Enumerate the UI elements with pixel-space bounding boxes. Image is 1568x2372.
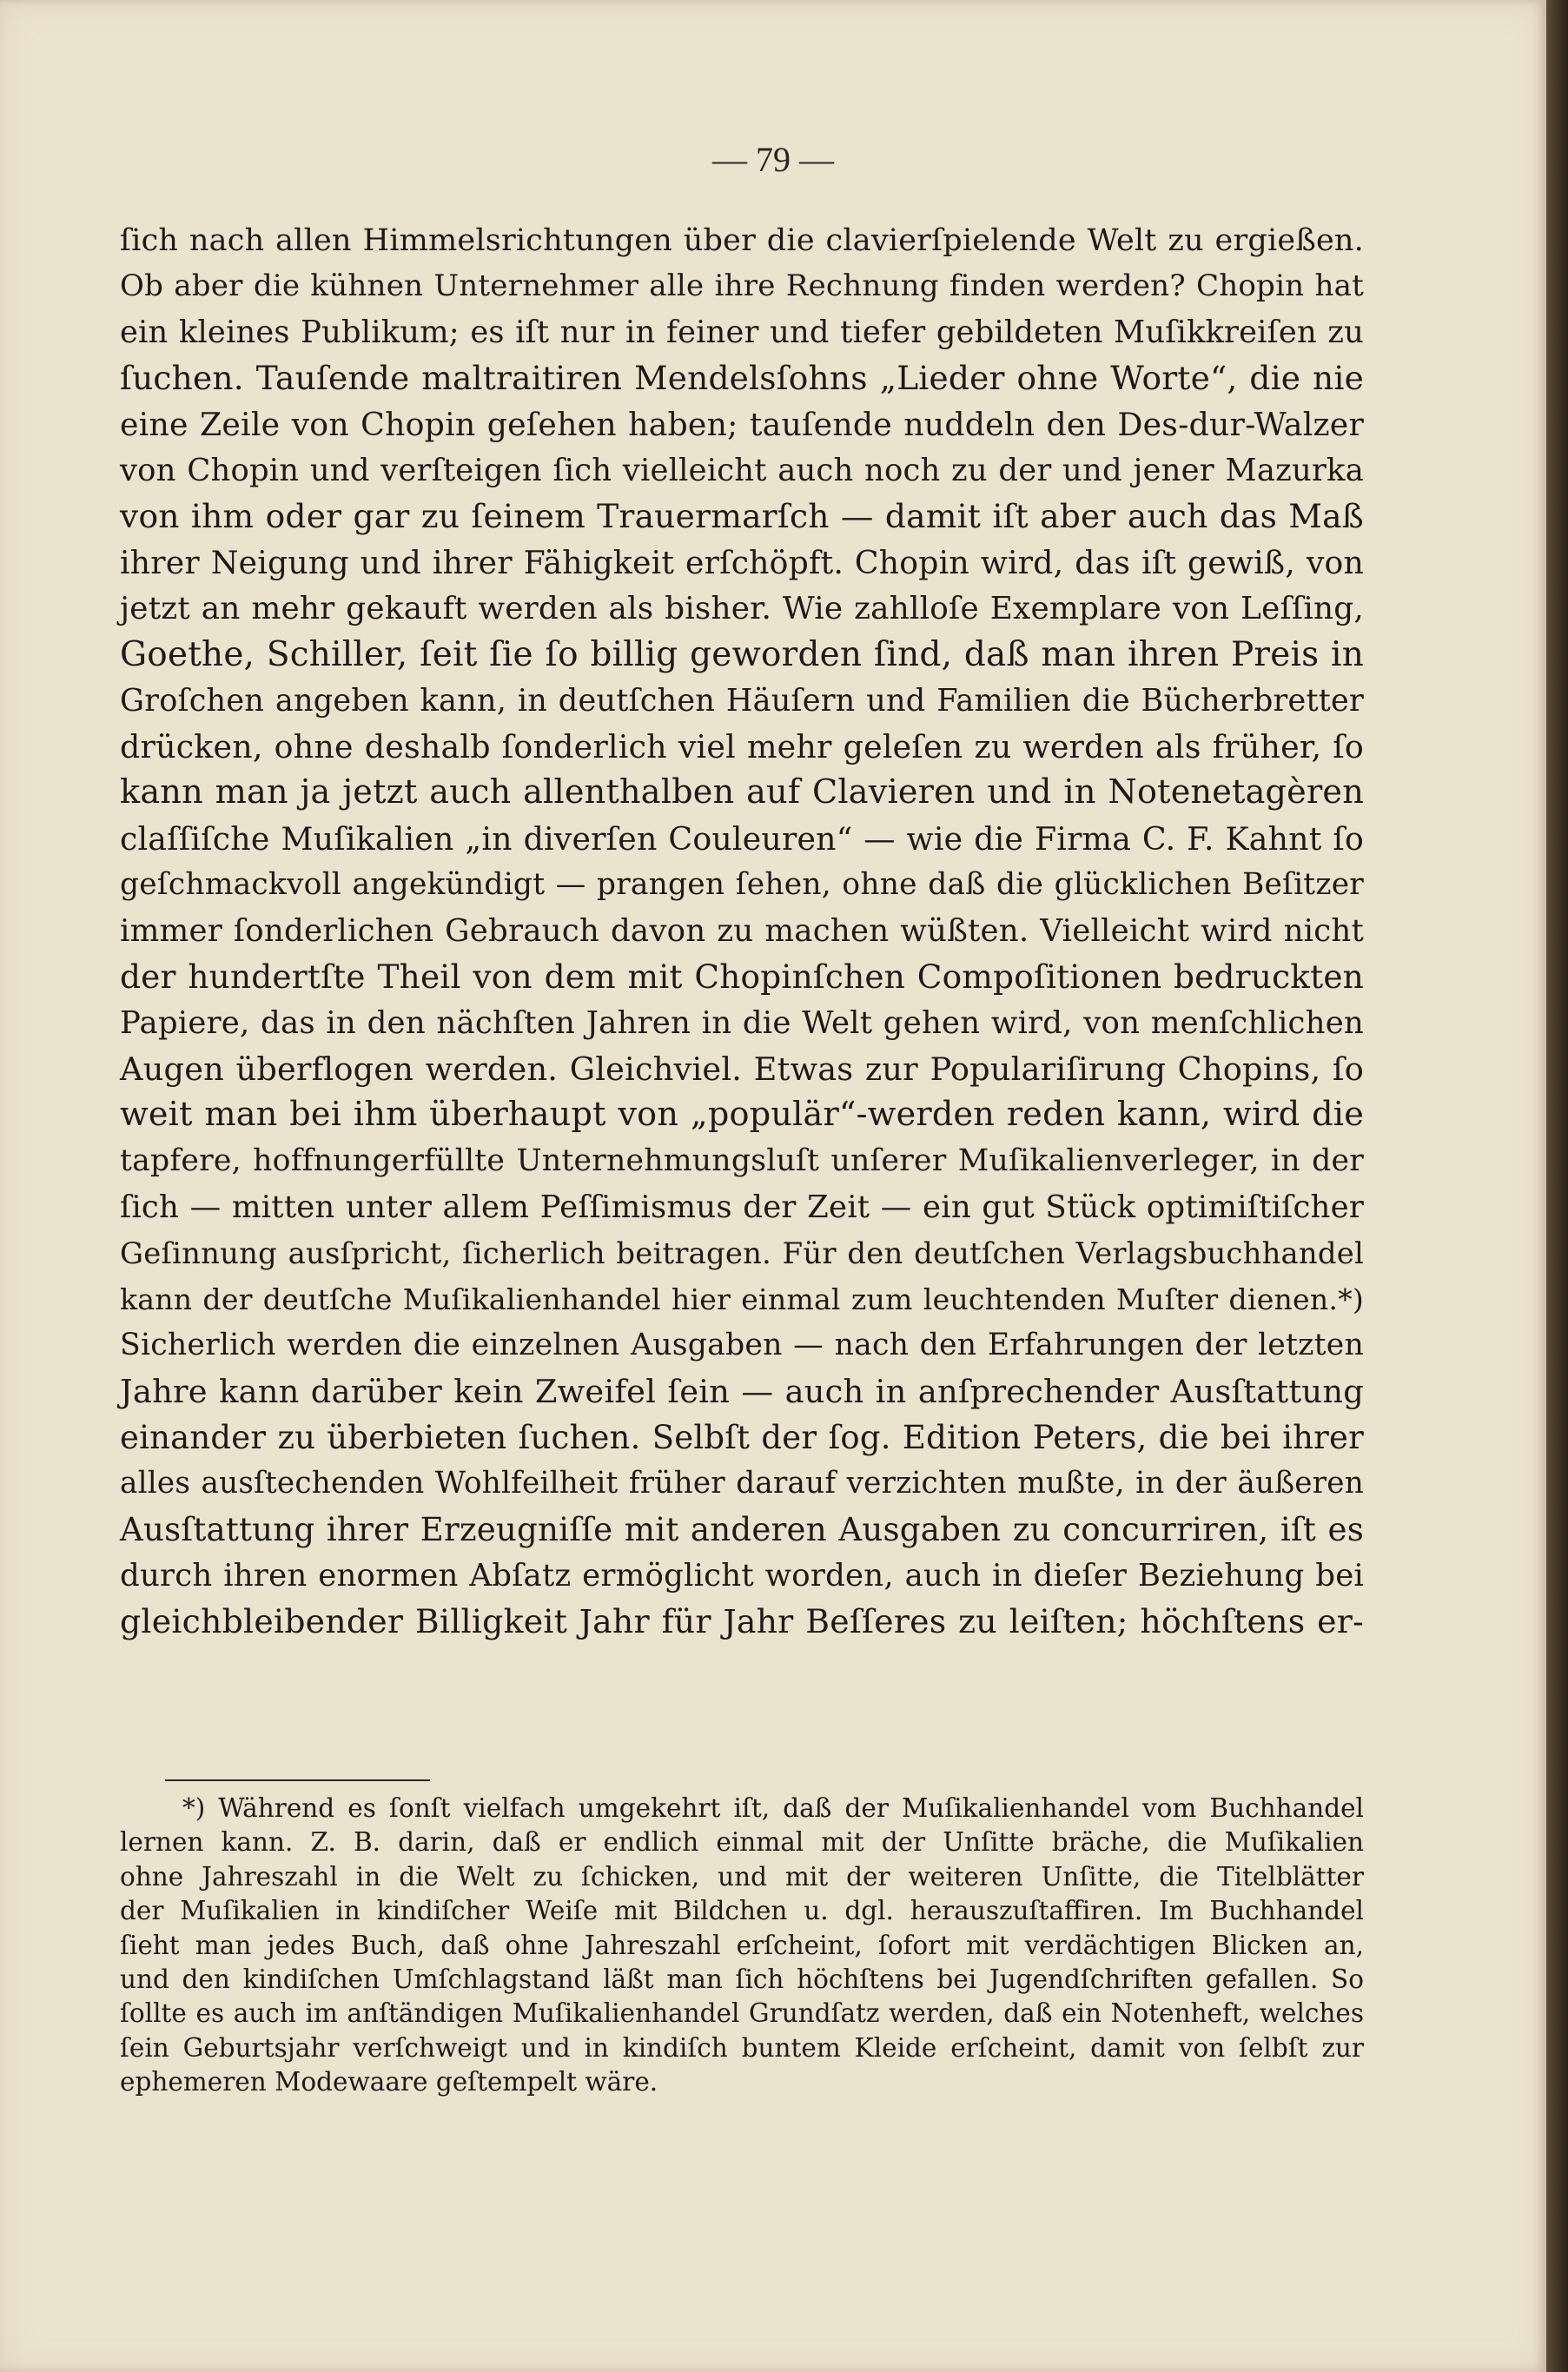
footnote-line: *) Während es ſonſt vielfach umgekehrt iſt, daß der Muſikalienhandel vom Buchhandel	[182, 1793, 1364, 1823]
body-line: weit man bei ihm überhaupt von „populär“-werden reden kann, wird die	[120, 1096, 1364, 1134]
footnote-line: ſollte es auch im anſtändigen Muſikalienhandel Grundſatz werden, daß ein Notenheft, welches	[120, 1998, 1364, 2029]
footnote-line: ſein Geburtsjahr verſchweigt und in kindiſch buntem Kleide erſcheint, damit von ſelbſt zur	[120, 2032, 1364, 2063]
body-line: claſſiſche Muſikalien „in diverſen Couleuren“ — wie die Firma C. F. Kahnt ſo	[120, 820, 1364, 858]
body-text	[120, 217, 1364, 1645]
body-line: Groſchen angeben kann, in deutſchen Häuſern und Familien die Bücherbretter	[120, 683, 1364, 719]
page-number: — 79 —	[712, 140, 834, 179]
footnote-line: ephemeren Modewaare geſtempelt wäre.	[120, 2067, 658, 2097]
body-line: tapfere, hoffnungerfüllte Unternehmungsluſt unſerer Muſikalienverleger, in der	[120, 1143, 1364, 1178]
footnote	[120, 1792, 1364, 2100]
footnote-line: ſieht man jedes Buch, daß ohne Jahreszahl erſcheint, ſofort mit verdächtigen Blicken an,	[120, 1930, 1364, 1960]
footnote-line: und den kindiſchen Umſchlagstand läßt man ſich höchſtens bei Jugendſchriften gefallen. So	[120, 1964, 1364, 1994]
body-line: von ihm oder gar zu ſeinem Trauermarſch — damit iſt aber auch das Maß	[120, 497, 1364, 535]
body-line: einander zu überbieten ſuchen. Selbſt der ſog. Edition Peters, die bei ihrer	[120, 1419, 1364, 1456]
body-line: Ausſtattung ihrer Erzeugniſſe mit anderen Ausgaben zu concurriren, iſt es	[120, 1511, 1364, 1548]
footnote-divider	[165, 1779, 430, 1781]
body-line: von Chopin und verſteigen ſich vielleicht auch noch zu der und jener Mazurka	[120, 453, 1364, 488]
body-line: Papiere, das in den nächſten Jahren in die Welt gehen wird, von menſchlichen	[120, 1005, 1364, 1041]
body-line: eine Zeile von Chopin geſehen haben; tauſende nuddeln den Des-dur-Walzer	[120, 406, 1364, 443]
body-line: ſich — mitten unter allem Peſſimismus der Zeit — ein gut Stück optimiſtiſcher	[120, 1189, 1364, 1225]
body-line: geſchmackvoll angekündigt — prangen ſehen, ohne daß die glücklichen Beſitzer	[120, 867, 1364, 902]
body-line: ſich nach allen Himmelsrichtungen über die clavierſpielende Welt zu ergießen.	[120, 222, 1364, 258]
footnote-line: lernen kann. Z. B. darin, daß er endlich einmal mit der Unſitte bräche, die Muſikalien	[120, 1827, 1364, 1858]
body-line: Sicherlich werden die einzelnen Ausgaben — nach den Erfahrungen der letzten	[120, 1328, 1364, 1362]
body-line: Augen überflogen werden. Gleichviel. Etwas zur Populariſirung Chopins, ſo	[120, 1050, 1364, 1088]
page-edge	[1546, 0, 1568, 2372]
body-line: Ob aber die kühnen Unternehmer alle ihre Rechnung finden werden? Chopin hat	[120, 268, 1364, 303]
body-line: drücken, ohne deshalb ſonderlich viel mehr geleſen zu werden als früher, ſo	[120, 728, 1364, 765]
body-line: kann man ja jetzt auch allenthalben auf Clavieren und in Notenetagèren	[120, 773, 1364, 812]
body-line: Goethe, Schiller, ſeit ſie ſo billig geworden ſind, daß man ihren Preis in	[120, 635, 1364, 674]
body-line: jetzt an mehr gekauft werden als bisher. Wie zahlloſe Exemplare von Leſſing,	[120, 591, 1364, 626]
body-line: immer ſonderlichen Gebrauch davon zu machen wüßten. Vielleicht wird nicht	[120, 913, 1364, 949]
body-line: ein kleines Publikum; es iſt nur in feiner und tiefer gebildeten Muſikkreiſen zu	[120, 315, 1364, 350]
body-line: Jahre kann darüber kein Zweifel ſein — auch in anſprechender Ausſtattung	[120, 1373, 1364, 1410]
body-line: kann der deutſche Muſikalienhandel hier einmal zum leuchtenden Muſter dienen.*)	[120, 1282, 1364, 1316]
body-line: der hundertſte Theil von dem mit Chopinſchen Compoſitionen bedruckten	[120, 957, 1364, 996]
body-line: alles ausſtechenden Wohlfeilheit früher darauf verzichten mußte, in der äußeren	[120, 1466, 1364, 1501]
body-line: ſuchen. Tauſende maltraitiren Mendelsſohns „Lieder ohne Worte“, die nie	[120, 359, 1364, 397]
body-line: ihrer Neigung und ihrer Fähigkeit erſchöpft. Chopin wird, das iſt gewiß, von	[120, 544, 1364, 581]
body-line: durch ihren enormen Abſatz ermöglicht worden, auch in dieſer Beziehung bei	[120, 1558, 1364, 1593]
body-line: gleichbleibender Billigkeit Jahr für Jahr Beſſeres zu leiſten; höchſtens er-	[120, 1602, 1364, 1640]
footnote-line: der Muſikalien in kindiſcher Weiſe mit Bildchen u. dgl. herauszuſtaffiren. Im Buchhandel	[120, 1896, 1364, 1926]
body-line: Geſinnung ausſpricht, ſicherlich beitragen. Für den deutſchen Verlagsbuchhandel	[120, 1236, 1364, 1270]
footnote-line: ohne Jahreszahl in die Welt zu ſchicken, und mit der weiteren Unſitte, die Titelblätter	[120, 1861, 1364, 1892]
